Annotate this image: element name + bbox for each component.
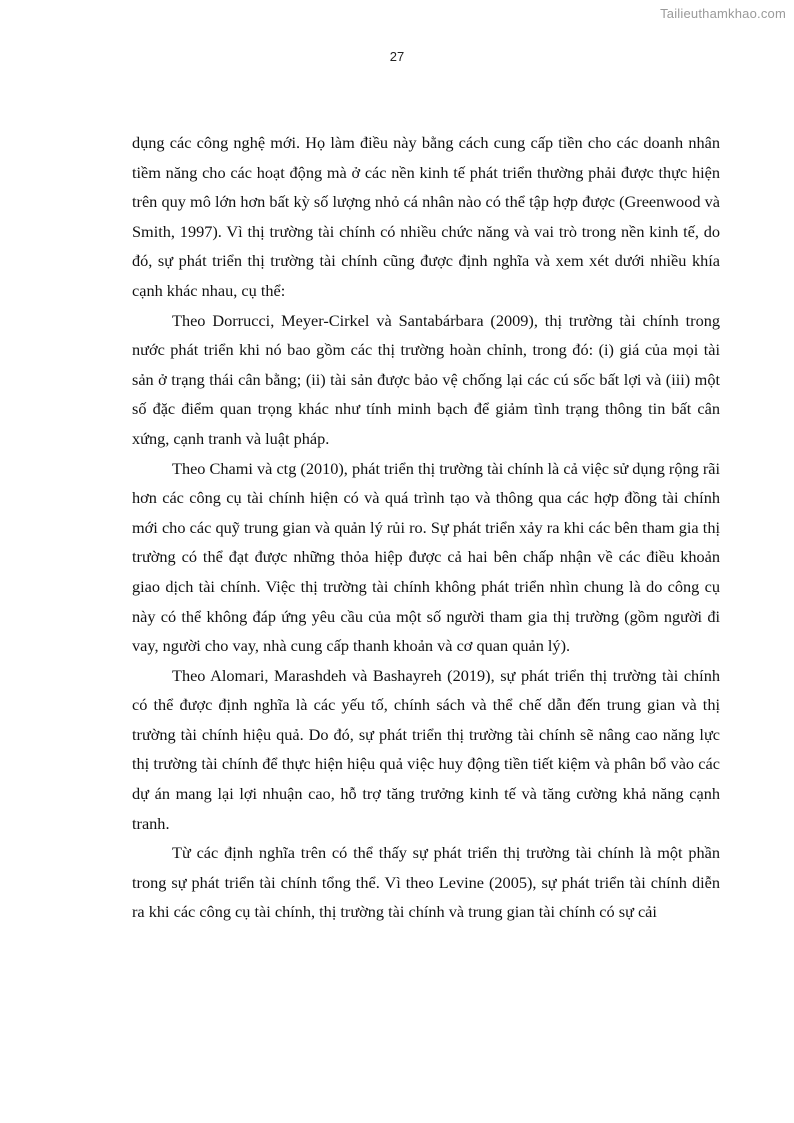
- paragraph-alomari: Theo Alomari, Marashdeh và Bashayreh (2019), sự phát triển thị trường tài chính có thể được định nghĩa là các yếu tố, chính sách và thể chế dẫn đến trung gian và thị trường tài chính hiệu quả. Do đó, sự phát triển thị trường tài chính sẽ nâng cao năng lực thị trường tài chính để thực hiện hiệu quả việc huy động tiền tiết kiệm và phân bổ vào các dự án mang lại lợi nhuận cao, hỗ trợ tăng trưởng kinh tế và tăng cường khả năng cạnh tranh.: [132, 665, 720, 833]
- watermark: Tailieuthamkhao.com: [660, 6, 786, 21]
- page-body: [132, 128, 720, 927]
- page-number: 27: [389, 49, 405, 64]
- paragraph-summary: Từ các định nghĩa trên có thể thấy sự phát triển thị trường tài chính là một phần trong sự phát triển tài chính tổng thể. Vì theo Levine (2005), sự phát triển tài chính diễn ra khi các công cụ tài chính, thị trường tài chính và trung gian tài chính có sự cải: [132, 843, 720, 922]
- paragraph-dorrucci: Theo Dorrucci, Meyer-Cirkel và Santabárbara (2009), thị trường tài chính trong nước phát triển khi nó bao gồm các thị trường hoàn chỉnh, trong đó: (i) giá của mọi tài sản ở trạng thái cân bằng; (ii) tài sản được bảo vệ chống lại các cú sốc bất lợi và (iii) một số đặc điểm quan trọng khác như tính minh bạch để giảm tình trạng thông tin bất cân xứng, cạnh tranh và luật pháp.: [132, 310, 720, 448]
- paragraph-continuation: dụng các công nghệ mới. Họ làm điều này bằng cách cung cấp tiền cho các doanh nhân tiềm năng cho các hoạt động mà ở các nền kinh tế phát triển thường phải được thực hiện trên quy mô lớn hơn bất kỳ số lượng nhỏ cá nhân nào có thể tập hợp được (Greenwood và Smith, 1997). Vì thị trường tài chính có nhiều chức năng và vai trò trong nền kinh tế, do đó, sự phát triển thị trường tài chính cũng được định nghĩa và xem xét dưới nhiều khía cạnh khác nhau, cụ thể:: [132, 133, 720, 300]
- paragraph-chami: Theo Chami và ctg (2010), phát triển thị trường tài chính là cả việc sử dụng rộng rãi hơn các công cụ tài chính hiện có và quá trình tạo và thông qua các hợp đồng tài chính mới cho các quỹ trung gian và quản lý rủi ro. Sự phát triển xảy ra khi các bên tham gia thị trường có thể đạt được những thỏa hiệp được cả hai bên chấp nhận về các điều khoản giao dịch tài chính. Việc thị trường tài chính không phát triển nhìn chung là do công cụ này có thể không đáp ứng yêu cầu của một số người tham gia thị trường (gồm người đi vay, người cho vay, nhà cung cấp thanh khoản và cơ quan quản lý).: [132, 458, 721, 656]
